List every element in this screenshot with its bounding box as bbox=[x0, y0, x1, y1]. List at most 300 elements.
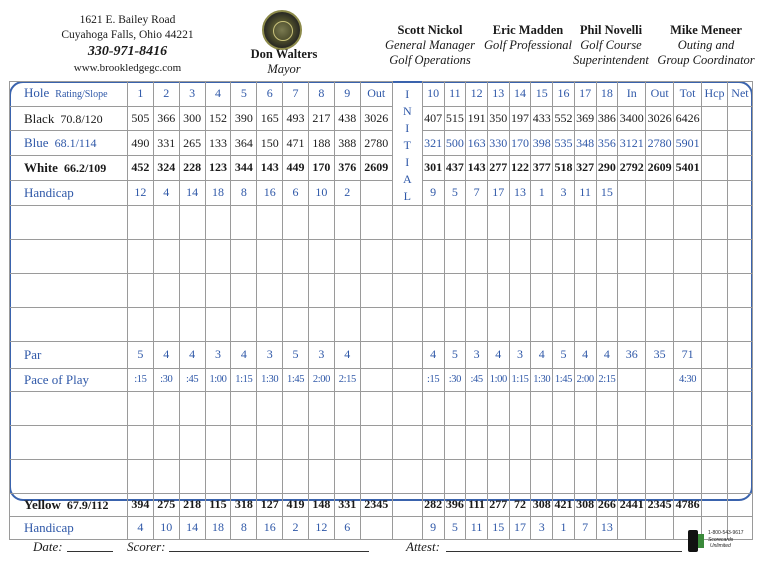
rating-slope-label: Rating/Slope bbox=[55, 89, 108, 101]
score-cell[interactable] bbox=[553, 391, 575, 425]
score-cell[interactable] bbox=[444, 205, 466, 239]
handicap-cell: 10 bbox=[308, 180, 334, 205]
score-cell[interactable] bbox=[334, 273, 360, 307]
score-cell[interactable] bbox=[257, 459, 283, 493]
scorer-field[interactable] bbox=[169, 551, 369, 552]
score-cell[interactable] bbox=[153, 273, 179, 307]
score-cell[interactable] bbox=[179, 307, 205, 341]
score-cell[interactable] bbox=[444, 273, 466, 307]
column-header: In bbox=[618, 82, 646, 107]
score-cell[interactable] bbox=[231, 205, 257, 239]
column-header: 17 bbox=[574, 82, 596, 107]
score-cell[interactable] bbox=[702, 459, 728, 493]
total-cell: 4:30 bbox=[674, 368, 702, 391]
par-cell: 4 bbox=[231, 341, 257, 368]
initial-cell bbox=[392, 341, 422, 368]
score-cell[interactable] bbox=[127, 307, 153, 341]
scorecard-row bbox=[10, 180, 753, 205]
score-cell[interactable] bbox=[308, 425, 334, 459]
initial-cell bbox=[392, 239, 422, 273]
empty-cell bbox=[674, 180, 702, 205]
score-cell[interactable] bbox=[574, 239, 596, 273]
score-cell[interactable] bbox=[444, 239, 466, 273]
empty-cell bbox=[618, 180, 646, 205]
par-cell: 3 bbox=[308, 341, 334, 368]
handicap-cell: 5 bbox=[444, 516, 466, 539]
initial-letter: I bbox=[405, 154, 410, 169]
pace-cell: 1:45 bbox=[283, 368, 309, 391]
score-cell[interactable] bbox=[553, 425, 575, 459]
attest-field[interactable] bbox=[446, 551, 682, 552]
score-cell[interactable] bbox=[308, 459, 334, 493]
yardage-cell: 331 bbox=[334, 493, 360, 516]
score-cell[interactable] bbox=[422, 273, 444, 307]
score-cell[interactable] bbox=[422, 425, 444, 459]
par-cell: 5 bbox=[283, 341, 309, 368]
address-line-2: Cuyahoga Falls, Ohio 44221 bbox=[61, 29, 194, 41]
yardage-cell: 364 bbox=[231, 131, 257, 156]
score-cell[interactable] bbox=[531, 459, 553, 493]
tee-rating: 66.2/109 bbox=[63, 160, 107, 175]
score-cell[interactable] bbox=[531, 273, 553, 307]
score-cell[interactable] bbox=[702, 391, 728, 425]
score-cell[interactable] bbox=[596, 459, 618, 493]
score-cell[interactable] bbox=[596, 205, 618, 239]
score-cell[interactable] bbox=[283, 205, 309, 239]
score-cell[interactable] bbox=[360, 391, 392, 425]
score-cell[interactable] bbox=[283, 459, 309, 493]
out-cell bbox=[360, 516, 392, 539]
yardage-cell: 300 bbox=[179, 106, 205, 131]
player-name-cell[interactable] bbox=[10, 459, 128, 493]
par-cell: 4 bbox=[422, 341, 444, 368]
pace-cell: 1:30 bbox=[531, 368, 553, 391]
score-cell[interactable] bbox=[283, 391, 309, 425]
score-cell[interactable] bbox=[466, 425, 488, 459]
score-cell[interactable] bbox=[487, 391, 509, 425]
out-cell bbox=[360, 368, 392, 391]
score-cell[interactable] bbox=[205, 459, 231, 493]
score-cell[interactable] bbox=[179, 391, 205, 425]
score-cell[interactable] bbox=[179, 205, 205, 239]
initial-letter: I bbox=[405, 86, 410, 101]
score-cell[interactable] bbox=[257, 273, 283, 307]
score-cell[interactable] bbox=[179, 459, 205, 493]
score-cell[interactable] bbox=[153, 425, 179, 459]
score-cell[interactable] bbox=[574, 391, 596, 425]
yardage-cell: 170 bbox=[509, 131, 531, 156]
score-cell[interactable] bbox=[646, 239, 674, 273]
column-header: 12 bbox=[466, 82, 488, 107]
score-cell[interactable] bbox=[702, 273, 728, 307]
date-field[interactable] bbox=[67, 551, 113, 552]
out-cell bbox=[360, 180, 392, 205]
score-cell[interactable] bbox=[231, 459, 257, 493]
yardage-cell: 321 bbox=[422, 131, 444, 156]
score-cell[interactable] bbox=[360, 205, 392, 239]
score-cell[interactable] bbox=[574, 205, 596, 239]
handicap-cell: 8 bbox=[231, 180, 257, 205]
score-cell[interactable] bbox=[127, 205, 153, 239]
score-cell[interactable] bbox=[205, 273, 231, 307]
score-cell[interactable] bbox=[509, 239, 531, 273]
initial-cell bbox=[392, 205, 422, 239]
score-cell[interactable] bbox=[618, 205, 646, 239]
score-cell[interactable] bbox=[334, 459, 360, 493]
yardage-cell: 122 bbox=[509, 156, 531, 181]
handicap-cell: 3 bbox=[553, 180, 575, 205]
club-phone: 330-971-8416 bbox=[87, 44, 168, 59]
yardage-cell: 148 bbox=[308, 493, 334, 516]
player-name-cell[interactable] bbox=[10, 307, 128, 341]
score-cell[interactable] bbox=[153, 307, 179, 341]
score-cell[interactable] bbox=[509, 273, 531, 307]
yardage-cell: 344 bbox=[231, 156, 257, 181]
in-cell: 3400 bbox=[618, 106, 646, 131]
score-cell[interactable] bbox=[360, 273, 392, 307]
score-cell[interactable] bbox=[179, 239, 205, 273]
handicap-cell: 4 bbox=[153, 180, 179, 205]
column-header: Net bbox=[727, 82, 752, 107]
score-cell[interactable] bbox=[574, 273, 596, 307]
pace-cell: :30 bbox=[444, 368, 466, 391]
player-name-cell[interactable] bbox=[10, 205, 128, 239]
score-cell[interactable] bbox=[360, 425, 392, 459]
score-cell[interactable] bbox=[257, 307, 283, 341]
score-cell[interactable] bbox=[422, 391, 444, 425]
initial-cell bbox=[392, 425, 422, 459]
score-cell[interactable] bbox=[618, 391, 646, 425]
player-name-cell[interactable] bbox=[10, 391, 128, 425]
score-cell[interactable] bbox=[553, 205, 575, 239]
score-cell[interactable] bbox=[727, 205, 752, 239]
net-cell bbox=[727, 131, 752, 156]
score-cell[interactable] bbox=[596, 425, 618, 459]
yardage-cell: 197 bbox=[509, 106, 531, 131]
net-cell bbox=[727, 493, 752, 516]
par-cell: 4 bbox=[334, 341, 360, 368]
score-cell[interactable] bbox=[487, 459, 509, 493]
yardage-cell: 394 bbox=[127, 493, 153, 516]
column-header: 10 bbox=[422, 82, 444, 107]
score-cell[interactable] bbox=[618, 273, 646, 307]
net-cell bbox=[727, 341, 752, 368]
score-cell[interactable] bbox=[618, 307, 646, 341]
score-cell[interactable] bbox=[360, 239, 392, 273]
score-cell[interactable] bbox=[646, 205, 674, 239]
score-cell[interactable] bbox=[553, 459, 575, 493]
out-cell: 2780 bbox=[646, 131, 674, 156]
score-cell[interactable] bbox=[531, 239, 553, 273]
logo-line2: Unlimited bbox=[710, 543, 731, 549]
handicap-cell: 5 bbox=[444, 180, 466, 205]
score-cell[interactable] bbox=[231, 425, 257, 459]
score-cell[interactable] bbox=[509, 391, 531, 425]
score-cell[interactable] bbox=[646, 273, 674, 307]
score-cell[interactable] bbox=[153, 239, 179, 273]
score-cell[interactable] bbox=[646, 307, 674, 341]
score-cell[interactable] bbox=[509, 459, 531, 493]
yardage-cell: 188 bbox=[308, 131, 334, 156]
score-cell[interactable] bbox=[283, 239, 309, 273]
score-cell[interactable] bbox=[334, 239, 360, 273]
yardage-cell: 170 bbox=[308, 156, 334, 181]
score-cell[interactable] bbox=[444, 391, 466, 425]
pace-cell: 2:15 bbox=[596, 368, 618, 391]
yardage-cell: 518 bbox=[553, 156, 575, 181]
score-cell[interactable] bbox=[308, 239, 334, 273]
score-cell[interactable] bbox=[205, 239, 231, 273]
score-cell[interactable] bbox=[205, 307, 231, 341]
score-cell[interactable] bbox=[574, 459, 596, 493]
score-cell[interactable] bbox=[422, 459, 444, 493]
score-cell[interactable] bbox=[127, 239, 153, 273]
yardage-cell: 324 bbox=[153, 156, 179, 181]
score-cell[interactable] bbox=[487, 307, 509, 341]
handicap-cell: 11 bbox=[466, 516, 488, 539]
pace-cell: :45 bbox=[466, 368, 488, 391]
score-cell[interactable] bbox=[531, 425, 553, 459]
in-cell: 36 bbox=[618, 341, 646, 368]
yardage-cell: 438 bbox=[334, 106, 360, 131]
score-cell[interactable] bbox=[231, 273, 257, 307]
score-cell[interactable] bbox=[487, 205, 509, 239]
par-cell: 5 bbox=[127, 341, 153, 368]
score-cell[interactable] bbox=[444, 459, 466, 493]
staff-title: Superintendent bbox=[573, 53, 649, 67]
score-cell[interactable] bbox=[646, 425, 674, 459]
yardage-cell: 163 bbox=[466, 131, 488, 156]
score-cell[interactable] bbox=[127, 273, 153, 307]
yardage-cell: 330 bbox=[487, 131, 509, 156]
score-cell[interactable] bbox=[466, 391, 488, 425]
score-cell[interactable] bbox=[466, 307, 488, 341]
staff-outing-coordinator bbox=[654, 23, 758, 68]
handicap-cell: 6 bbox=[334, 516, 360, 539]
scorecard-row bbox=[10, 205, 753, 239]
tee-name: White bbox=[24, 159, 58, 175]
handicap-cell: 18 bbox=[205, 516, 231, 539]
score-cell[interactable] bbox=[531, 205, 553, 239]
score-cell[interactable] bbox=[466, 273, 488, 307]
yardage-cell: 388 bbox=[334, 131, 360, 156]
score-cell[interactable] bbox=[618, 459, 646, 493]
column-header: Out bbox=[646, 82, 674, 107]
handicap-cell: 2 bbox=[283, 516, 309, 539]
score-cell[interactable] bbox=[257, 239, 283, 273]
staff-name: Mike Meneer bbox=[670, 23, 742, 37]
tee-name: Blue bbox=[24, 135, 49, 151]
column-header: 1 bbox=[127, 82, 153, 107]
score-cell[interactable] bbox=[179, 425, 205, 459]
score-cell[interactable] bbox=[466, 239, 488, 273]
player-name-cell[interactable] bbox=[10, 239, 128, 273]
handicap-cell: 14 bbox=[179, 516, 205, 539]
score-cell[interactable] bbox=[205, 425, 231, 459]
score-cell[interactable] bbox=[257, 391, 283, 425]
score-cell[interactable] bbox=[646, 459, 674, 493]
in-cell bbox=[618, 368, 646, 391]
score-cell[interactable] bbox=[444, 307, 466, 341]
score-cell[interactable] bbox=[727, 391, 752, 425]
score-cell[interactable] bbox=[308, 307, 334, 341]
score-cell[interactable] bbox=[509, 425, 531, 459]
score-cell[interactable] bbox=[596, 391, 618, 425]
score-cell[interactable] bbox=[674, 391, 702, 425]
scorecard-row bbox=[10, 341, 753, 368]
handicap-cell: 18 bbox=[205, 180, 231, 205]
date-label: Date: bbox=[33, 539, 63, 554]
hole-label: Hole bbox=[24, 85, 50, 101]
score-cell[interactable] bbox=[308, 391, 334, 425]
score-cell[interactable] bbox=[466, 205, 488, 239]
yardage-cell: 407 bbox=[422, 106, 444, 131]
score-cell[interactable] bbox=[487, 239, 509, 273]
pace-cell: 2:00 bbox=[308, 368, 334, 391]
par-cell: 4 bbox=[596, 341, 618, 368]
score-cell[interactable] bbox=[618, 425, 646, 459]
score-cell[interactable] bbox=[422, 239, 444, 273]
score-cell[interactable] bbox=[466, 459, 488, 493]
score-cell[interactable] bbox=[674, 273, 702, 307]
score-cell[interactable] bbox=[283, 273, 309, 307]
scorecard-row bbox=[10, 106, 753, 131]
yardage-cell: 282 bbox=[422, 493, 444, 516]
score-cell[interactable] bbox=[727, 459, 752, 493]
score-cell[interactable] bbox=[334, 307, 360, 341]
scorecard-row bbox=[10, 493, 753, 516]
tee-label-yellow bbox=[10, 493, 128, 516]
score-cell[interactable] bbox=[727, 239, 752, 273]
par-cell: 4 bbox=[574, 341, 596, 368]
score-cell[interactable] bbox=[179, 273, 205, 307]
score-cell[interactable] bbox=[596, 273, 618, 307]
score-cell[interactable] bbox=[360, 459, 392, 493]
score-cell[interactable] bbox=[127, 459, 153, 493]
score-cell[interactable] bbox=[334, 391, 360, 425]
yardage-cell: 437 bbox=[444, 156, 466, 181]
score-cell[interactable] bbox=[334, 205, 360, 239]
pace-label: Pace of Play bbox=[10, 368, 128, 391]
score-cell[interactable] bbox=[283, 425, 309, 459]
hcp-cell bbox=[702, 368, 728, 391]
score-cell[interactable] bbox=[308, 273, 334, 307]
tee-label-white bbox=[10, 156, 128, 181]
score-cell[interactable] bbox=[674, 205, 702, 239]
score-cell[interactable] bbox=[127, 391, 153, 425]
score-cell[interactable] bbox=[231, 307, 257, 341]
score-cell[interactable] bbox=[509, 307, 531, 341]
staff-name: Eric Madden bbox=[492, 23, 564, 37]
score-cell[interactable] bbox=[702, 425, 728, 459]
player-name-cell[interactable] bbox=[10, 273, 128, 307]
score-cell[interactable] bbox=[127, 425, 153, 459]
score-cell[interactable] bbox=[553, 307, 575, 341]
empty-cell bbox=[646, 516, 674, 539]
initial-letter: L bbox=[403, 188, 411, 203]
score-cell[interactable] bbox=[674, 239, 702, 273]
score-cell[interactable] bbox=[574, 307, 596, 341]
score-cell[interactable] bbox=[422, 307, 444, 341]
score-cell[interactable] bbox=[531, 307, 553, 341]
score-cell[interactable] bbox=[257, 205, 283, 239]
score-cell[interactable] bbox=[646, 391, 674, 425]
score-cell[interactable] bbox=[334, 425, 360, 459]
score-cell[interactable] bbox=[674, 425, 702, 459]
pace-cell: 2:00 bbox=[574, 368, 596, 391]
score-cell[interactable] bbox=[257, 425, 283, 459]
staff-name: Phil Novelli bbox=[579, 23, 643, 37]
score-cell[interactable] bbox=[422, 205, 444, 239]
yardage-cell: 452 bbox=[127, 156, 153, 181]
in-cell: 2792 bbox=[618, 156, 646, 181]
score-cell[interactable] bbox=[283, 307, 309, 341]
initial-cell bbox=[392, 307, 422, 341]
staff-title: Outing and bbox=[677, 38, 735, 52]
yardage-cell: 143 bbox=[466, 156, 488, 181]
out-cell: 3026 bbox=[360, 106, 392, 131]
total-cell: 6426 bbox=[674, 106, 702, 131]
initial-cell bbox=[392, 273, 422, 307]
pace-cell: 2:15 bbox=[334, 368, 360, 391]
score-cell[interactable] bbox=[553, 239, 575, 273]
score-cell[interactable] bbox=[702, 205, 728, 239]
score-cell[interactable] bbox=[231, 239, 257, 273]
player-name-cell[interactable] bbox=[10, 425, 128, 459]
score-cell[interactable] bbox=[674, 307, 702, 341]
score-cell[interactable] bbox=[153, 459, 179, 493]
score-cell[interactable] bbox=[618, 239, 646, 273]
score-cell[interactable] bbox=[727, 307, 752, 341]
score-cell[interactable] bbox=[727, 273, 752, 307]
score-cell[interactable] bbox=[308, 205, 334, 239]
score-cell[interactable] bbox=[574, 425, 596, 459]
handicap-cell: 14 bbox=[179, 180, 205, 205]
score-cell[interactable] bbox=[205, 391, 231, 425]
score-cell[interactable] bbox=[487, 425, 509, 459]
yardage-cell: 277 bbox=[487, 493, 509, 516]
score-cell[interactable] bbox=[205, 205, 231, 239]
handicap-cell: 15 bbox=[596, 180, 618, 205]
score-cell[interactable] bbox=[153, 205, 179, 239]
out-cell bbox=[646, 368, 674, 391]
score-cell[interactable] bbox=[596, 239, 618, 273]
score-cell[interactable] bbox=[596, 307, 618, 341]
yardage-cell: 421 bbox=[553, 493, 575, 516]
yardage-cell: 390 bbox=[231, 106, 257, 131]
pace-cell: :15 bbox=[422, 368, 444, 391]
total-cell: 5401 bbox=[674, 156, 702, 181]
pace-cell: 1:15 bbox=[231, 368, 257, 391]
score-cell[interactable] bbox=[360, 307, 392, 341]
score-cell[interactable] bbox=[509, 205, 531, 239]
pace-cell: :30 bbox=[153, 368, 179, 391]
yardage-cell: 396 bbox=[444, 493, 466, 516]
score-cell[interactable] bbox=[702, 239, 728, 273]
hcp-cell bbox=[702, 493, 728, 516]
score-cell[interactable] bbox=[702, 307, 728, 341]
score-cell[interactable] bbox=[487, 273, 509, 307]
score-cell[interactable] bbox=[153, 391, 179, 425]
score-cell[interactable] bbox=[553, 273, 575, 307]
score-cell[interactable] bbox=[444, 425, 466, 459]
column-header: 6 bbox=[257, 82, 283, 107]
score-cell[interactable] bbox=[727, 425, 752, 459]
score-cell[interactable] bbox=[531, 391, 553, 425]
score-cell[interactable] bbox=[674, 459, 702, 493]
score-cell[interactable] bbox=[231, 391, 257, 425]
column-header: 4 bbox=[205, 82, 231, 107]
